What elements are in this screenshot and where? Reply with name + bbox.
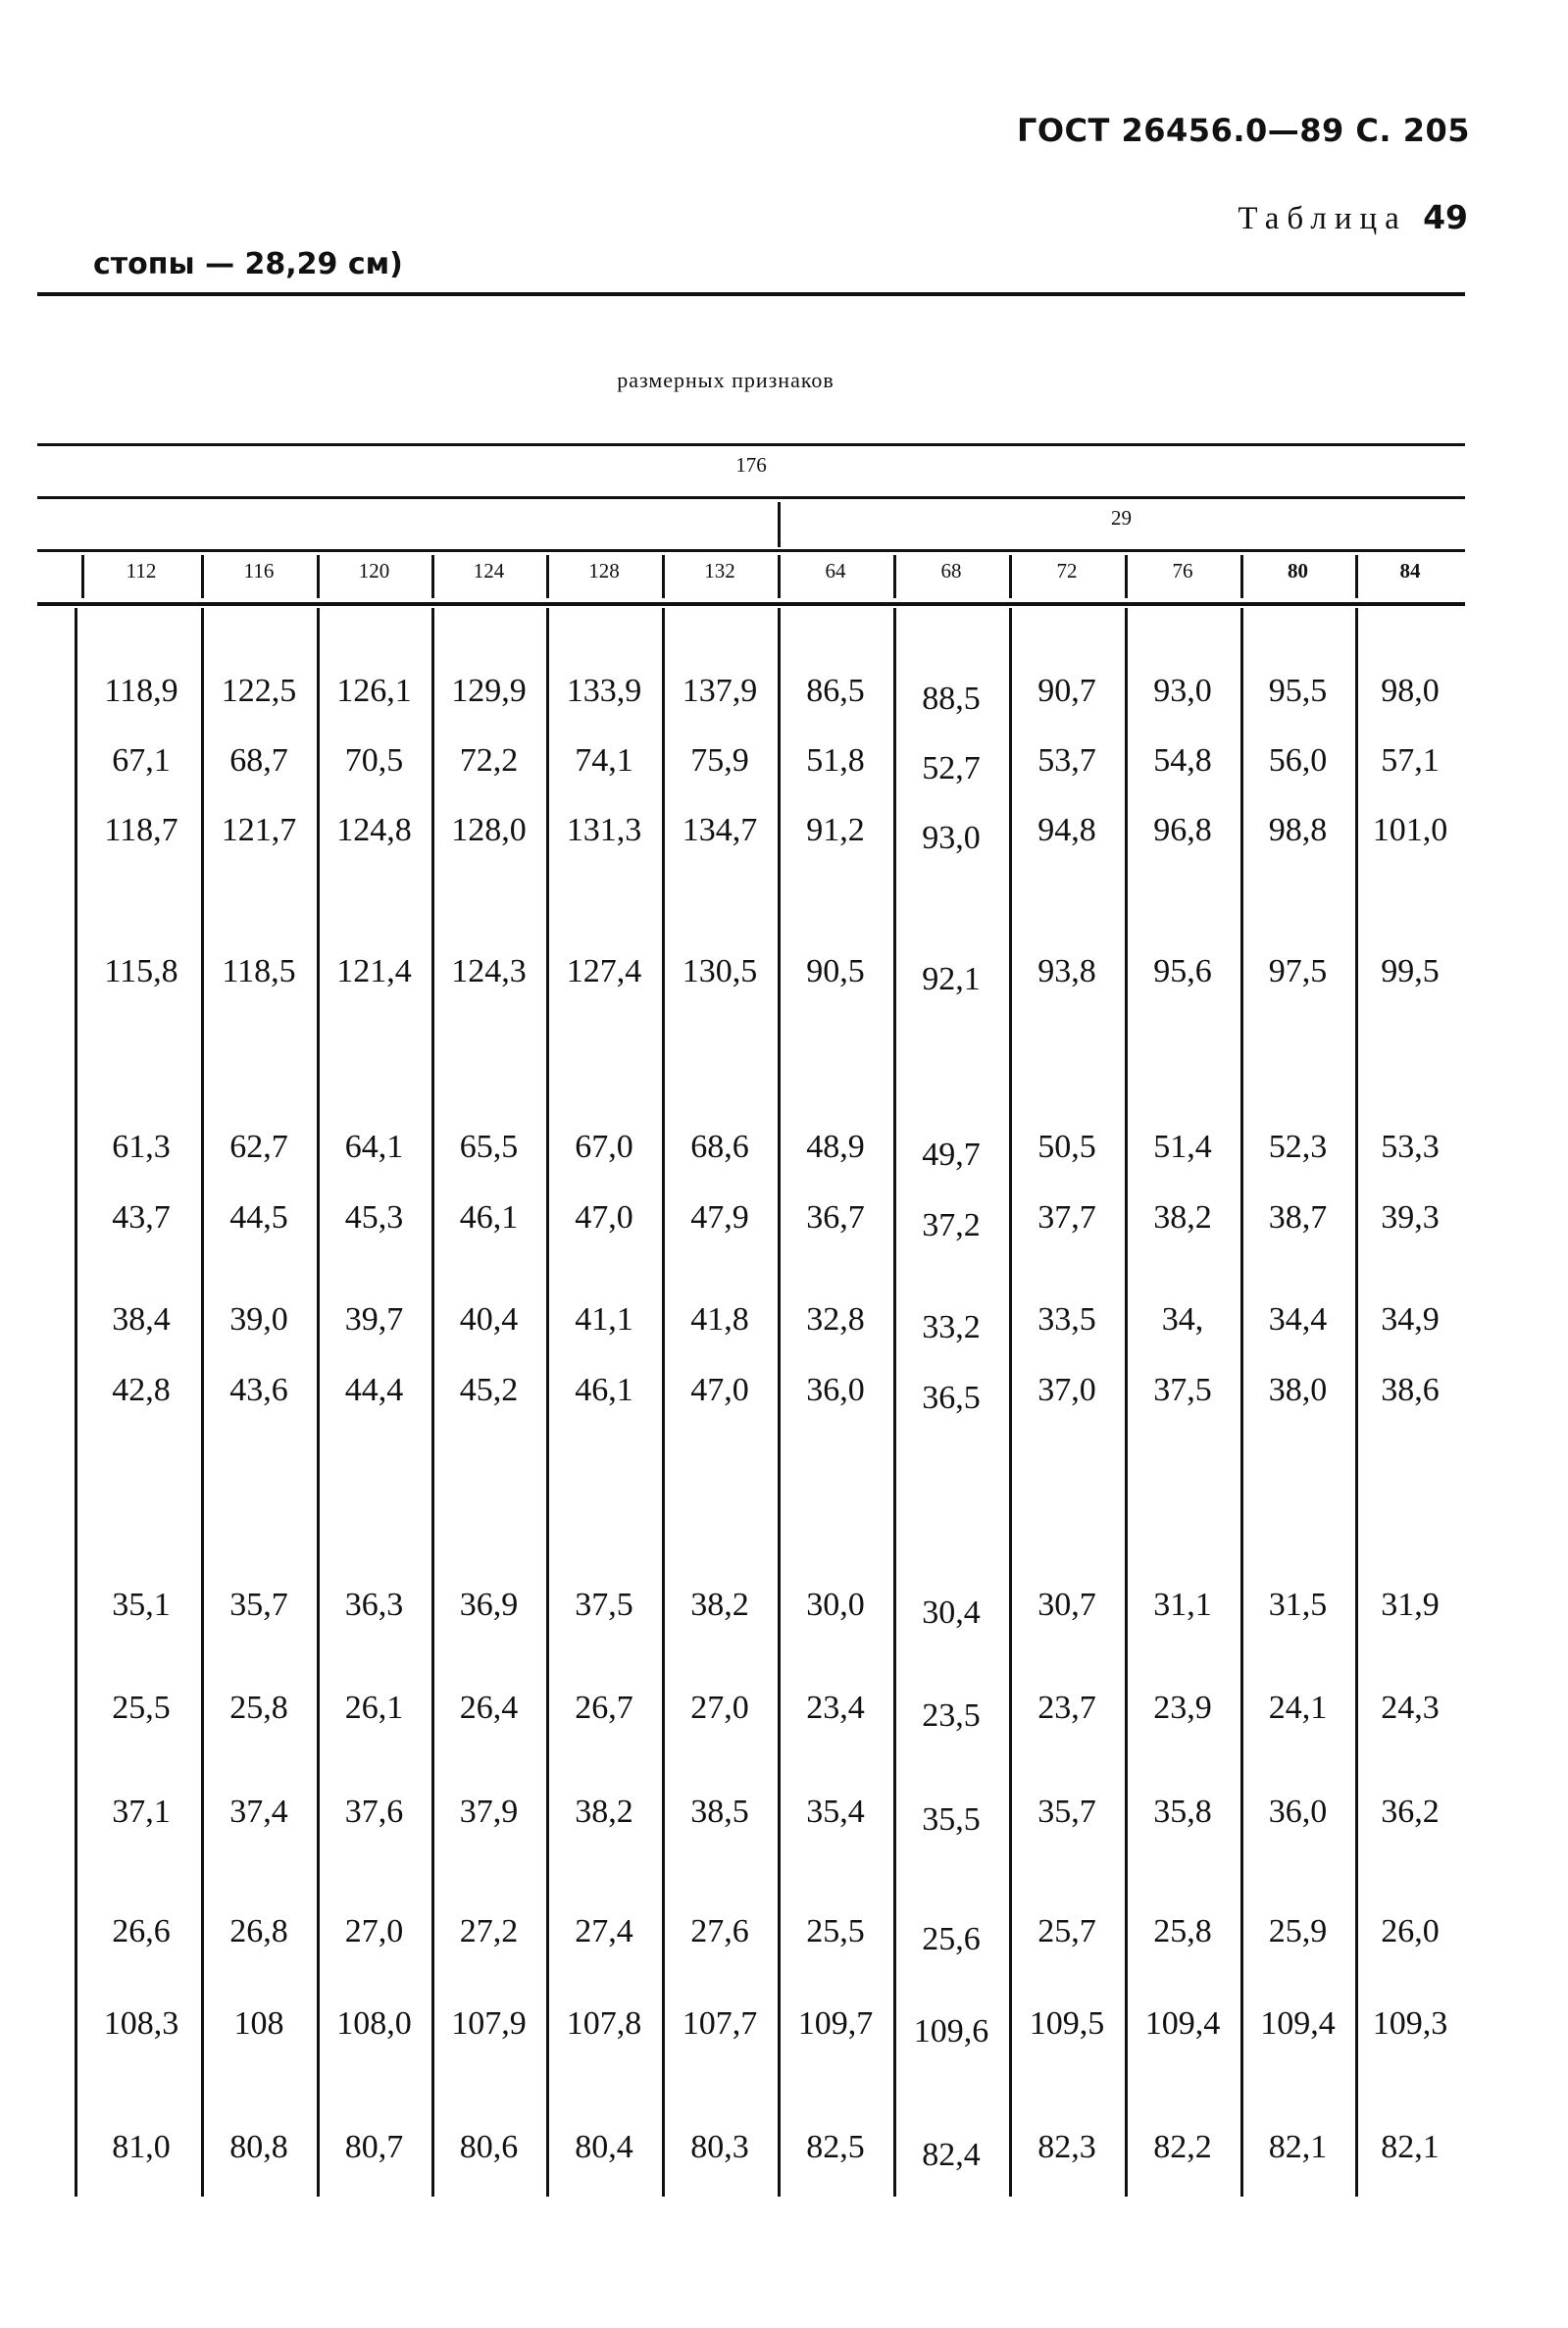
table-cell: 43,7 <box>112 1199 171 1236</box>
table-cell: 86,5 <box>806 673 865 709</box>
table-cell: 27,6 <box>690 1913 749 1949</box>
column-divider <box>75 608 77 2197</box>
table-cell: 82,1 <box>1381 2129 1440 2165</box>
table-cell: 108 <box>233 2005 284 2042</box>
table-cell: 53,3 <box>1381 1129 1440 1165</box>
table-cell: 54,8 <box>1153 742 1212 779</box>
table-cell: 37,6 <box>344 1794 404 1830</box>
table-cell: 25,8 <box>229 1690 288 1726</box>
table-cell: 25,9 <box>1268 1913 1328 1949</box>
table-cell: 38,5 <box>690 1794 749 1830</box>
table-cell: 26,8 <box>229 1913 288 1949</box>
table-cell: 107,8 <box>566 2005 642 2042</box>
table-cell: 36,3 <box>344 1587 404 1623</box>
table-cell: 56,0 <box>1268 742 1328 779</box>
table-cell: 91,2 <box>806 812 865 848</box>
column-header: 76 <box>1172 559 1193 582</box>
table-cell: 61,3 <box>112 1129 171 1165</box>
table-cell: 35,1 <box>112 1587 171 1623</box>
subgroup-header: 29 <box>1111 506 1132 530</box>
table-cell: 35,8 <box>1153 1794 1212 1830</box>
table-cell: 80,6 <box>459 2129 519 2165</box>
table-cell: 48,9 <box>806 1129 865 1165</box>
column-header: 80 <box>1288 559 1308 582</box>
table-cell: 90,7 <box>1037 673 1096 709</box>
table-caption: размерных признаков <box>617 368 835 392</box>
table-cell: 124,3 <box>451 953 527 989</box>
table-cell: 30,4 <box>922 1594 981 1631</box>
column-header: 128 <box>588 559 620 582</box>
table-cell: 131,3 <box>566 812 642 848</box>
table-cell: 36,5 <box>922 1380 981 1416</box>
table-cell: 130,5 <box>682 953 758 989</box>
table-cell: 137,9 <box>682 673 758 709</box>
table-cell: 31,1 <box>1153 1587 1212 1623</box>
table-cell: 101,0 <box>1372 812 1448 848</box>
subject-fragment: стопы — 28,29 см) <box>93 247 403 281</box>
table-cell: 36,0 <box>806 1372 865 1408</box>
column-header-rule <box>37 602 1465 606</box>
table-cell: 38,2 <box>1153 1199 1212 1236</box>
table-cell: 30,0 <box>806 1587 865 1623</box>
table-cell: 38,0 <box>1268 1372 1328 1408</box>
standard-reference: ГОСТ 26456.0—89 С. 205 <box>1016 112 1470 149</box>
table-cell: 82,3 <box>1037 2129 1096 2165</box>
table-cell: 109,5 <box>1029 2005 1105 2042</box>
table-cell: 30,7 <box>1037 1587 1096 1623</box>
table-cell: 27,0 <box>690 1690 749 1726</box>
table-cell: 44,4 <box>344 1372 404 1408</box>
table-cell: 38,7 <box>1268 1199 1328 1236</box>
table-cell: 38,2 <box>575 1794 633 1830</box>
table-cell: 32,8 <box>806 1301 865 1338</box>
table-cell: 38,4 <box>112 1301 171 1338</box>
column-header: 72 <box>1056 559 1078 582</box>
table-cell: 90,5 <box>806 953 865 989</box>
table-cell: 82,4 <box>922 2137 981 2173</box>
table-cell: 46,1 <box>575 1372 633 1408</box>
table-cell: 80,3 <box>690 2129 749 2165</box>
table-cell: 26,1 <box>344 1690 404 1726</box>
table-cell: 36,7 <box>806 1199 865 1236</box>
table-cell: 41,1 <box>575 1301 633 1338</box>
table-cell: 47,0 <box>575 1199 633 1236</box>
table-cell: 42,8 <box>112 1372 171 1408</box>
table-cell: 51,4 <box>1153 1129 1212 1165</box>
table-cell: 25,7 <box>1037 1913 1096 1949</box>
table-cell: 52,3 <box>1268 1129 1328 1165</box>
table-cell: 124,8 <box>336 812 412 848</box>
table-cell: 82,2 <box>1153 2129 1212 2165</box>
table-cell: 70,5 <box>344 742 404 779</box>
table-cell: 33,2 <box>922 1309 981 1345</box>
table-cell: 118,9 <box>104 673 178 709</box>
table-cell: 99,5 <box>1381 953 1440 989</box>
table-cell: 38,6 <box>1381 1372 1440 1408</box>
table-cell: 109,3 <box>1372 2005 1448 2042</box>
table-cell: 75,9 <box>690 742 749 779</box>
table-cell: 96,8 <box>1153 812 1212 848</box>
table-cell: 50,5 <box>1037 1129 1096 1165</box>
table-cell: 82,5 <box>806 2129 865 2165</box>
table-cell: 62,7 <box>229 1129 288 1165</box>
table-cell: 37,2 <box>922 1207 981 1243</box>
table-cell: 67,0 <box>575 1129 633 1165</box>
table-cell: 35,4 <box>806 1794 865 1830</box>
table-cell: 33,5 <box>1037 1301 1096 1338</box>
table-cell: 93,8 <box>1037 953 1096 989</box>
table-cell: 95,6 <box>1153 953 1212 989</box>
table-cell: 57,1 <box>1381 742 1440 779</box>
table-cell: 25,5 <box>112 1690 171 1726</box>
table-cell: 115,8 <box>104 953 178 989</box>
table-cell: 128,0 <box>451 812 527 848</box>
table-cell: 31,5 <box>1268 1587 1328 1623</box>
table-cell: 88,5 <box>922 681 981 717</box>
table-cell: 108,0 <box>336 2005 412 2042</box>
table-cell: 26,0 <box>1381 1913 1440 1949</box>
table-cell: 37,9 <box>459 1794 519 1830</box>
table-cell: 98,0 <box>1381 673 1440 709</box>
group-header-rule <box>37 496 1465 499</box>
table-cell: 97,5 <box>1268 953 1328 989</box>
table-cell: 92,1 <box>922 961 981 997</box>
table-cell: 72,2 <box>459 742 519 779</box>
subgroup-header-rule <box>37 549 1465 552</box>
table-cell: 37,4 <box>229 1794 288 1830</box>
table-cell: 122,5 <box>221 673 297 709</box>
table-cell: 23,4 <box>806 1690 865 1726</box>
table-cell: 41,8 <box>690 1301 749 1338</box>
table-cell: 108,3 <box>103 2005 179 2042</box>
table-cell: 98,8 <box>1268 812 1328 848</box>
table-cell: 34,4 <box>1268 1301 1328 1338</box>
table-cell: 27,4 <box>575 1913 633 1949</box>
table-cell: 80,8 <box>229 2129 288 2165</box>
column-header: 120 <box>358 559 390 582</box>
table-cell: 65,5 <box>459 1129 519 1165</box>
table-cell: 118,5 <box>222 953 296 989</box>
column-header: 132 <box>704 559 735 582</box>
table-cell: 36,2 <box>1381 1794 1440 1830</box>
table-cell: 25,6 <box>922 1921 981 1957</box>
table-cell: 35,7 <box>1037 1794 1096 1830</box>
table-cell: 80,4 <box>575 2129 633 2165</box>
table-cell: 24,1 <box>1268 1690 1328 1726</box>
table-cell: 51,8 <box>806 742 865 779</box>
column-header: 64 <box>825 559 846 582</box>
table-cell: 47,9 <box>690 1199 749 1236</box>
table-cell: 35,7 <box>229 1587 288 1623</box>
table-cell: 49,7 <box>922 1137 981 1173</box>
table-cell: 38,2 <box>690 1587 749 1623</box>
table-cell: 67,1 <box>112 742 171 779</box>
table-cell: 109,7 <box>797 2005 874 2042</box>
table-cell: 126,1 <box>336 673 412 709</box>
table-cell: 94,8 <box>1037 812 1096 848</box>
table-cell: 46,1 <box>459 1199 519 1236</box>
table-cell: 36,9 <box>459 1587 519 1623</box>
table-cell: 39,0 <box>229 1301 288 1338</box>
table-cell: 107,7 <box>682 2005 758 2042</box>
table-cell: 23,9 <box>1153 1690 1212 1726</box>
table-cell: 82,1 <box>1268 2129 1328 2165</box>
table-cell: 36,0 <box>1268 1794 1328 1830</box>
table-cell: 44,5 <box>229 1199 288 1236</box>
table-cell: 35,5 <box>922 1801 981 1838</box>
table-cell: 74,1 <box>575 742 633 779</box>
table-cell: 40,4 <box>459 1301 519 1338</box>
table-cell: 26,6 <box>112 1913 171 1949</box>
table-cell: 37,1 <box>112 1794 171 1830</box>
table-cell: 45,2 <box>459 1372 519 1408</box>
table-cell: 64,1 <box>344 1129 404 1165</box>
column-header: 84 <box>1399 559 1421 582</box>
table-cell: 68,7 <box>229 742 288 779</box>
table-cell: 121,4 <box>336 953 412 989</box>
table-cell: 39,7 <box>344 1301 404 1338</box>
table-cell: 68,6 <box>690 1129 749 1165</box>
table-number: 49 <box>1423 198 1468 236</box>
table-cell: 25,5 <box>806 1913 865 1949</box>
table-cell: 127,4 <box>566 953 642 989</box>
table-cell: 118,7 <box>104 812 178 848</box>
table-cell: 24,3 <box>1381 1690 1440 1726</box>
table-cell: 27,0 <box>344 1913 404 1949</box>
table-cell: 107,9 <box>451 2005 527 2042</box>
table-cell: 93,0 <box>922 820 981 856</box>
table-cell: 31,9 <box>1381 1587 1440 1623</box>
table-cell: 43,6 <box>229 1372 288 1408</box>
table-cell: 121,7 <box>221 812 297 848</box>
table-cell: 109,6 <box>913 2013 989 2050</box>
table-top-rule <box>37 443 1465 446</box>
table-cell: 45,3 <box>344 1199 404 1236</box>
table-cell: 109,4 <box>1260 2005 1336 2042</box>
table-cell: 129,9 <box>451 673 527 709</box>
table-cell: 80,7 <box>344 2129 404 2165</box>
table-cell: 34, <box>1161 1301 1204 1338</box>
table-cell: 37,0 <box>1037 1372 1096 1408</box>
table-cell: 93,0 <box>1153 673 1212 709</box>
table-cell: 47,0 <box>690 1372 749 1408</box>
table-cell: 23,7 <box>1037 1690 1096 1726</box>
column-header: 112 <box>126 559 157 582</box>
table-word: Таблица <box>1238 201 1407 236</box>
table-cell: 34,9 <box>1381 1301 1440 1338</box>
column-header: 116 <box>243 559 275 582</box>
table-cell: 134,7 <box>682 812 758 848</box>
top-rule <box>37 292 1465 296</box>
table-cell: 39,3 <box>1381 1199 1440 1236</box>
table-cell: 26,7 <box>575 1690 633 1726</box>
table-cell: 37,7 <box>1037 1199 1096 1236</box>
column-header: 124 <box>473 559 505 582</box>
table-cell: 133,9 <box>566 673 642 709</box>
table-cell: 37,5 <box>1153 1372 1212 1408</box>
table-cell: 81,0 <box>112 2129 171 2165</box>
table-cell: 27,2 <box>459 1913 519 1949</box>
column-header: 68 <box>940 559 962 582</box>
table-cell: 26,4 <box>459 1690 519 1726</box>
group-header: 176 <box>735 453 767 477</box>
table-cell: 52,7 <box>922 750 981 786</box>
table-cell: 95,5 <box>1268 673 1328 709</box>
table-cell: 109,4 <box>1144 2005 1221 2042</box>
table-label <box>1238 198 1468 237</box>
table-cell: 23,5 <box>922 1697 981 1734</box>
table-cell: 25,8 <box>1153 1913 1212 1949</box>
table-cell: 53,7 <box>1037 742 1096 779</box>
table-cell: 37,5 <box>575 1587 633 1623</box>
